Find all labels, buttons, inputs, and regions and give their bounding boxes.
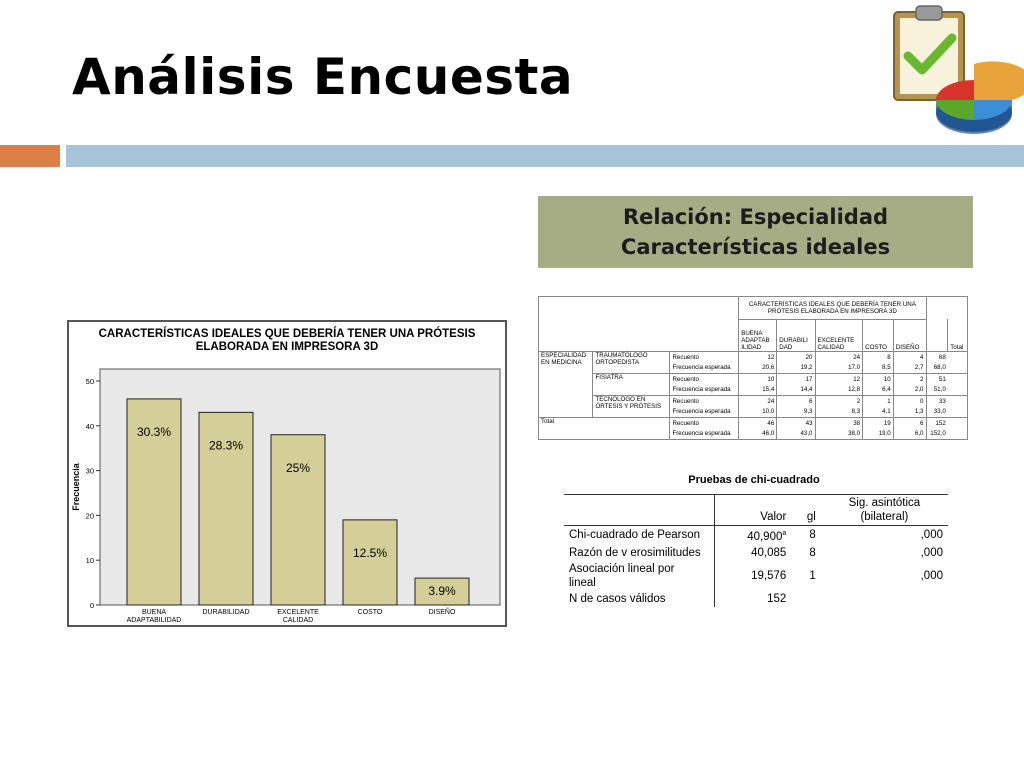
crosstab-cell: 2 bbox=[815, 396, 863, 407]
x-tick-label: EXCELENTE bbox=[277, 609, 319, 616]
crosstab-cell: 38 bbox=[815, 418, 863, 429]
chi-sig bbox=[821, 591, 948, 607]
crosstab-cell: 51,0 bbox=[926, 384, 948, 395]
crosstab-group-name: TECNÓLOGO EN ÓRTESIS Y PRÓTESIS bbox=[593, 396, 670, 418]
relation-line-1: Relación: Especialidad bbox=[622, 205, 889, 229]
y-tick-label: 50 bbox=[85, 377, 94, 386]
crosstab-cell: 43,0 bbox=[777, 429, 815, 439]
crosstab-col-header: BUENA ADAPTAB ILIDAD bbox=[739, 319, 777, 351]
bar-data-label: 28.3% bbox=[208, 438, 244, 453]
crosstab-stat-label: Frecuencia esperada bbox=[670, 429, 739, 439]
x-tick-label: DISEÑO bbox=[428, 609, 456, 616]
bar-data-label: 30.3% bbox=[136, 424, 172, 439]
y-tick-label: 10 bbox=[85, 556, 94, 566]
bar-chart-frame bbox=[67, 320, 507, 627]
y-tick-label: 20 bbox=[85, 511, 94, 521]
chi-square-title: Pruebas de chi-cuadrado bbox=[688, 474, 820, 486]
crosstab-cell: 46,0 bbox=[739, 429, 777, 439]
crosstab-cell: 24 bbox=[815, 351, 863, 362]
crosstab-group-name: FISIATRA bbox=[593, 373, 670, 395]
bar-chart bbox=[69, 322, 505, 625]
chi-sig: ,000 bbox=[920, 529, 943, 542]
chi-row bbox=[564, 526, 948, 545]
x-tick-label: DURABILIDAD bbox=[202, 609, 250, 616]
crosstab-stat-label: Frecuencia esperada bbox=[670, 384, 739, 395]
chi-valor: 152 bbox=[767, 592, 787, 605]
crosstab-cell: 8,5 bbox=[863, 362, 894, 373]
chi-valor: 40,085 bbox=[751, 546, 787, 559]
chi-row-label: N de casos válidos bbox=[564, 591, 714, 607]
x-tick-label: BUENA bbox=[141, 609, 167, 616]
relation-line-2: Características ideales bbox=[620, 235, 891, 259]
slide-title: Análisis Encuesta bbox=[72, 48, 574, 106]
crosstab-cell: 152 bbox=[926, 418, 948, 429]
crosstab-cell: 6 bbox=[777, 396, 815, 407]
x-tick-label: ADAPTABILIDAD bbox=[126, 617, 182, 624]
crosstab-stat-label: Recuento bbox=[670, 373, 739, 384]
crosstab-cell: 0 bbox=[893, 396, 926, 407]
chart-title-line-2: ELABORADA EN IMPRESORA 3D bbox=[195, 341, 379, 353]
chi-sig: ,000 bbox=[920, 546, 943, 559]
chi-row bbox=[564, 591, 948, 607]
chi-row bbox=[564, 561, 948, 591]
crosstab-group-name: TRAUMATÓLOGO ORTOPEDISTA bbox=[593, 351, 670, 373]
crosstab-cell: 51 bbox=[926, 373, 948, 384]
crosstab-cell: 2,0 bbox=[893, 384, 926, 395]
crosstab-cell: 2 bbox=[893, 373, 926, 384]
relation-heading-box bbox=[538, 196, 973, 268]
crosstab-cell: 19,0 bbox=[863, 429, 894, 439]
crosstab-cell: 68 bbox=[926, 351, 948, 362]
crosstab-cell: 15,4 bbox=[739, 384, 777, 395]
crosstab-col-header: COSTO bbox=[863, 319, 894, 351]
crosstab-stat-label: Frecuencia esperada bbox=[670, 362, 739, 373]
chart-title-line-1: CARACTERÍSTICAS IDEALES QUE DEBERÍA TENER UNA PRÓTESIS bbox=[98, 328, 476, 340]
crosstab-total-label: Total bbox=[541, 418, 555, 426]
crosstab-cell: 12 bbox=[739, 351, 777, 362]
crosstab-cell: 17 bbox=[777, 373, 815, 384]
header-divider-bar bbox=[66, 145, 1024, 167]
x-tick-label: COSTO bbox=[357, 609, 383, 616]
crosstab-cell: 24 bbox=[739, 396, 777, 407]
chi-valor: 40,900$^a$ bbox=[747, 530, 787, 543]
crosstab-cell: 4 bbox=[893, 351, 926, 362]
y-tick-label: 30 bbox=[85, 466, 94, 476]
y-tick-label: 40 bbox=[85, 421, 94, 431]
crosstab-cell: 6 bbox=[893, 418, 926, 429]
crosstab-cell: 1,3 bbox=[893, 407, 926, 418]
chi-row-label: Asociación lineal por lineal bbox=[564, 561, 714, 591]
chi-valor: 19,576 bbox=[751, 569, 787, 582]
crosstab-cell: 33 bbox=[926, 396, 948, 407]
chi-row-label: Razón de v erosimilitudes bbox=[564, 545, 714, 561]
crosstab-cell: 4,1 bbox=[863, 407, 894, 418]
crosstab-cell: 9,3 bbox=[777, 407, 815, 418]
chi-gl: 1 bbox=[809, 569, 816, 582]
bar-data-label: 3.9% bbox=[428, 584, 456, 599]
crosstab-col-header: DISEÑO bbox=[893, 319, 926, 351]
crosstab-stat-label: Frecuencia esperada bbox=[670, 407, 739, 418]
crosstab-cell: 19,2 bbox=[777, 362, 815, 373]
chi-square-table bbox=[564, 494, 948, 607]
crosstab-cell: 12 bbox=[815, 373, 863, 384]
x-tick-label: CALIDAD bbox=[282, 617, 314, 624]
crosstab-cell: 10 bbox=[739, 373, 777, 384]
crosstab-cell: 68,0 bbox=[926, 362, 948, 373]
crosstab-stat-label: Recuento bbox=[670, 396, 739, 407]
crosstab-stat-label: Recuento bbox=[670, 351, 739, 362]
crosstab-cell: 14,4 bbox=[777, 384, 815, 395]
chi-header-sig: Sig. asintótica (bilateral) bbox=[821, 495, 948, 526]
crosstab-col-header: Total bbox=[948, 319, 967, 351]
crosstab-cell: 8,3 bbox=[815, 407, 863, 418]
bar bbox=[343, 520, 397, 605]
chi-header-valor: Valor bbox=[714, 495, 791, 526]
chi-row-label: Chi-cuadrado de Pearson bbox=[564, 526, 714, 545]
crosstab-cell: 38,0 bbox=[815, 429, 863, 439]
crosstab-cell: 43 bbox=[777, 418, 815, 429]
crosstab-cell: 152,0 bbox=[926, 429, 948, 439]
crosstab-cell: 19 bbox=[863, 418, 894, 429]
chi-sig: ,000 bbox=[920, 569, 943, 582]
y-tick-label: 0 bbox=[89, 601, 94, 610]
crosstab-cell: 20,6 bbox=[739, 362, 777, 373]
chi-gl bbox=[791, 591, 821, 607]
clipboard-pie-chart-icon bbox=[884, 4, 1024, 144]
chi-row bbox=[564, 545, 948, 561]
accent-bar bbox=[0, 145, 60, 167]
crosstab-cell: 2,7 bbox=[893, 362, 926, 373]
chi-gl: 8 bbox=[809, 546, 816, 559]
y-axis-label: Frecuencia bbox=[71, 463, 81, 511]
crosstab-cell: 6,4 bbox=[863, 384, 894, 395]
crosstab-table bbox=[538, 296, 968, 440]
crosstab-cell: 10 bbox=[863, 373, 894, 384]
crosstab-col-group: PRÓTESIS ELABORADA EN IMPRESORA 3D bbox=[767, 307, 897, 315]
crosstab-cell: 8 bbox=[863, 351, 894, 362]
crosstab-cell: 6,0 bbox=[893, 429, 926, 439]
crosstab-col-header: EXCELENTE CALIDAD bbox=[815, 319, 863, 351]
chi-header-gl: gl bbox=[791, 495, 821, 526]
crosstab-cell: 33,0 bbox=[926, 407, 948, 418]
chi-gl: 8 bbox=[809, 529, 816, 542]
bar-data-label: 12.5% bbox=[352, 545, 388, 560]
crosstab-cell: 12,8 bbox=[815, 384, 863, 395]
crosstab-stat-label: Recuento bbox=[670, 418, 739, 429]
crosstab-col-header: DURABILI DAD bbox=[777, 319, 815, 351]
crosstab-cell: 1 bbox=[863, 396, 894, 407]
crosstab-row-group: ESPECIALIDAD EN MEDICINA bbox=[541, 351, 587, 366]
crosstab-cell: 17,0 bbox=[815, 362, 863, 373]
bar-data-label: 25% bbox=[285, 460, 311, 475]
crosstab-cell: 20 bbox=[777, 351, 815, 362]
crosstab-cell: 10,0 bbox=[739, 407, 777, 418]
crosstab-col-group: CARACTERÍSTICAS IDEALES QUE DEBERÍA TENER UNA bbox=[748, 300, 916, 308]
crosstab-cell: 46 bbox=[739, 418, 777, 429]
